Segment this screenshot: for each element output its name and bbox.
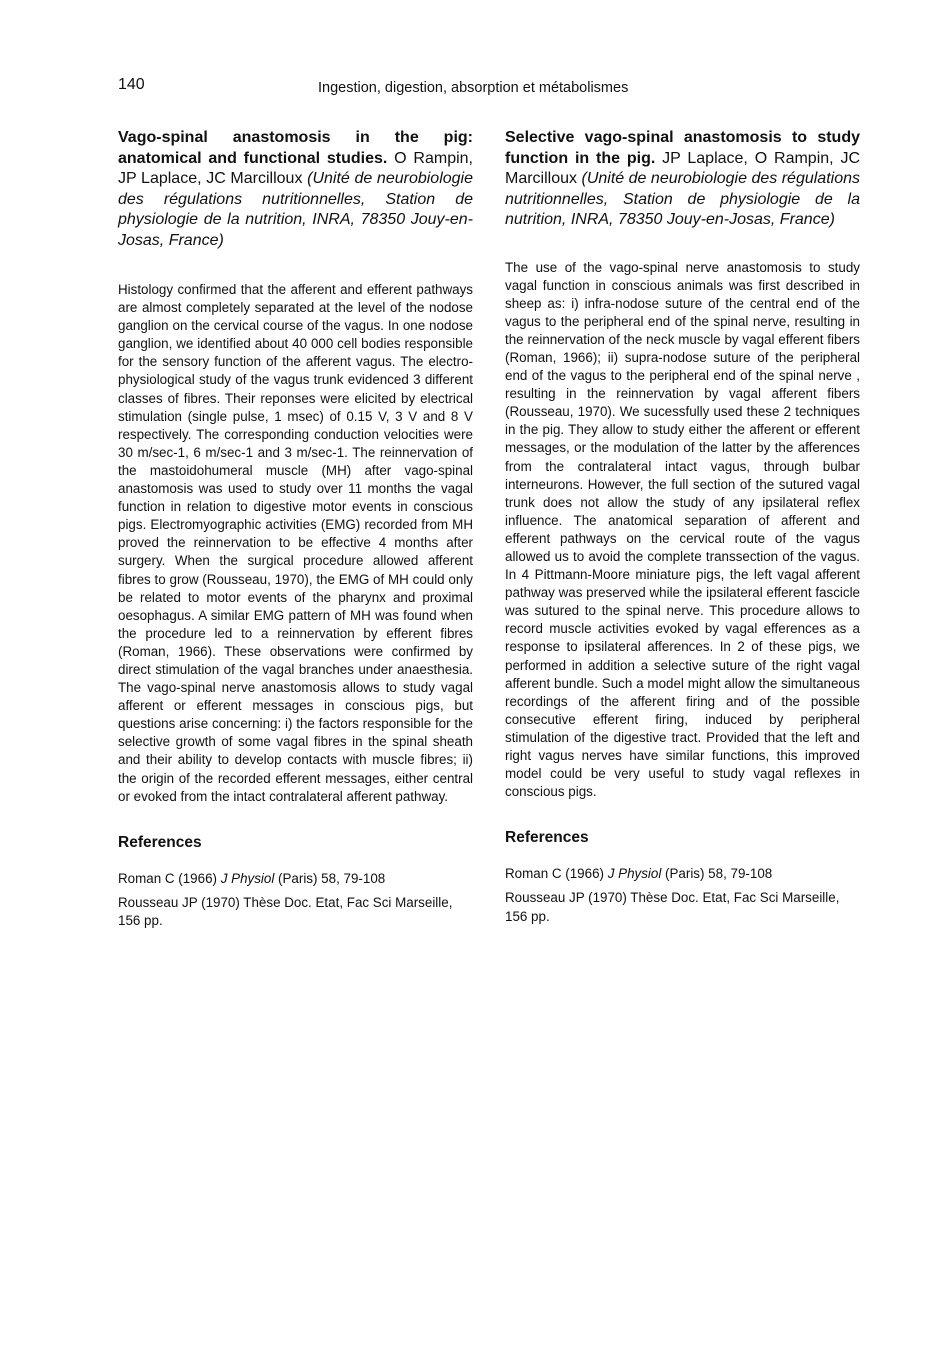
abstract-heading	[118, 128, 473, 251]
reference-item: Rousseau JP (1970) Thèse Doc. Etat, Fac Sci Marseille, 156 pp.	[505, 890, 840, 924]
abstract-title: Vago-spinal anastomosis in the pig: anatomical and functional studies.	[118, 129, 473, 167]
running-head: Ingestion, digestion, absorption et métabolismes	[318, 80, 629, 96]
abstract-authors: JP Laplace, O Rampin, JC Marcilloux	[505, 149, 860, 187]
abstract-title: Selective vago-spinal anastomosis to study function in the pig.	[505, 129, 860, 167]
references-heading: References	[505, 829, 589, 847]
references-heading: References	[118, 833, 202, 851]
reference-item: Roman C (1966) J Physiol (Paris) 58, 79-108	[118, 870, 386, 886]
abstract-authors: O Rampin, JP Laplace, JC Marcilloux	[118, 149, 474, 187]
abstract-heading	[505, 128, 860, 231]
abstract-left	[118, 128, 473, 936]
page-number: 140	[118, 76, 145, 93]
abstract-affiliation: (Unité de neurobiologie des régulations nutritionnelles, Station de physiologie de la nutrition, INRA, 78350 Jouy-en-Josas, France)	[505, 170, 861, 228]
abstract-right	[505, 128, 860, 932]
abstract-body: The use of the vago-spinal nerve anastomosis to study vagal function in conscious animals was first described in sheep as: i) infra-nodose suture of the central end of the vagus to the peripheral end of the spinal nerve, resulting in the reinnervation of the neck muscle by vagal efferent fibers (Roman, 1966); ii) supra-nodose suture of the peripheral end of the vagus to the peripheral end of the spinal nerve , resulting in the reinnervation by vagal afferent fibers (Rousseau, 1970). We sucessfully used these 2 techniques in the pig. They allow to study either the afferent or efferent messages, or the modulation of the latter by the afferences from the contralateral intact vagus, through bulbar interneurons. However, the full section of the sutured vagal trunk does not allow the study of any ipsilateral reflex influence. The anatomical separation of afferent and efferent pathways on the cervical route of the vagus allowed us to avoid the complete transsection of the vagus. In 4 Pittmann-Moore miniature pigs, the left vagal afferent pathway was preserved while the ipsilateral efferent fascicle was sutured to the spinal nerve. This procedure allows to record muscle activities evoked by vagal efferences as a response to ipsilateral afferences. In 2 of these pigs, we performed in addition a selective suture of the right vagal afferent bundle. Such a model might allow the simultaneous recordings of the afferent firing and of the possible consecutive efferent firing, induced by peripheral stimulation of the digestive tract. Provided that the left and right vagus nerves have similar functions, this improved model could be very useful to study vagal reflexes in conscious pigs.	[505, 259, 860, 800]
reference-item: Roman C (1966) J Physiol (Paris) 58, 79-108	[505, 866, 773, 882]
abstract-body: Histology confirmed that the afferent and efferent pathways are almost completely separated at the level of the nodose ganglion on the cervical course of the vagus. In one nodose ganglion, we identified about 40 000 cell bodies responsible for the sensory function of the afferent vagus. The electro-physiological study of the vagus trunk evidenced 3 different classes of fibres. Their reponses were elicited by electrical stimulation (single pulse, 1 msec) of 0.15 V, 3 V and 8 V respectively. The corresponding conduction velocities were 30 m/sec-1, 6 m/sec-1 and 3 m/sec-1. The reinnervation of the mastoidohumeral muscle (MH) after vago-spinal anastomosis was used to study over 11 months the vagal function in relation to digestive motor events in conscious pigs. Electromyographic activities (EMG) recorded from MH proved the reinnervation to be effective 4 months after surgery. When the surgical procedure allowed afferent fibres to grow (Rousseau, 1970), the EMG of MH could only be related to motor events of the pharynx and proximal oesophagus. A similar EMG pattern of MH was found when the procedure led to a reinnervation by efferent fibres (Roman, 1966). These observations were confirmed by direct stimulation of the vagal branches under anaesthesia. The vago-spinal nerve anastomosis allows to study vagal afferent or efferent messages in conscious pigs, but questions arise concerning: i) the factors responsible for the selective growth of some vagal fibres in the spinal sheath and their ability to develop contacts with muscle fibres; ii) the origin of the recorded efferent messages, either central or evoked from the intact contralateral afferent pathway.	[118, 282, 473, 804]
reference-item: Rousseau JP (1970) Thèse Doc. Etat, Fac Sci Marseille, 156 pp.	[118, 894, 453, 928]
abstract-affiliation: (Unité de neurobiologie des régulations nutritionnelles, Station de physiologie de la nutrition, INRA, 78350 Jouy-en-Josas, France)	[118, 170, 473, 249]
